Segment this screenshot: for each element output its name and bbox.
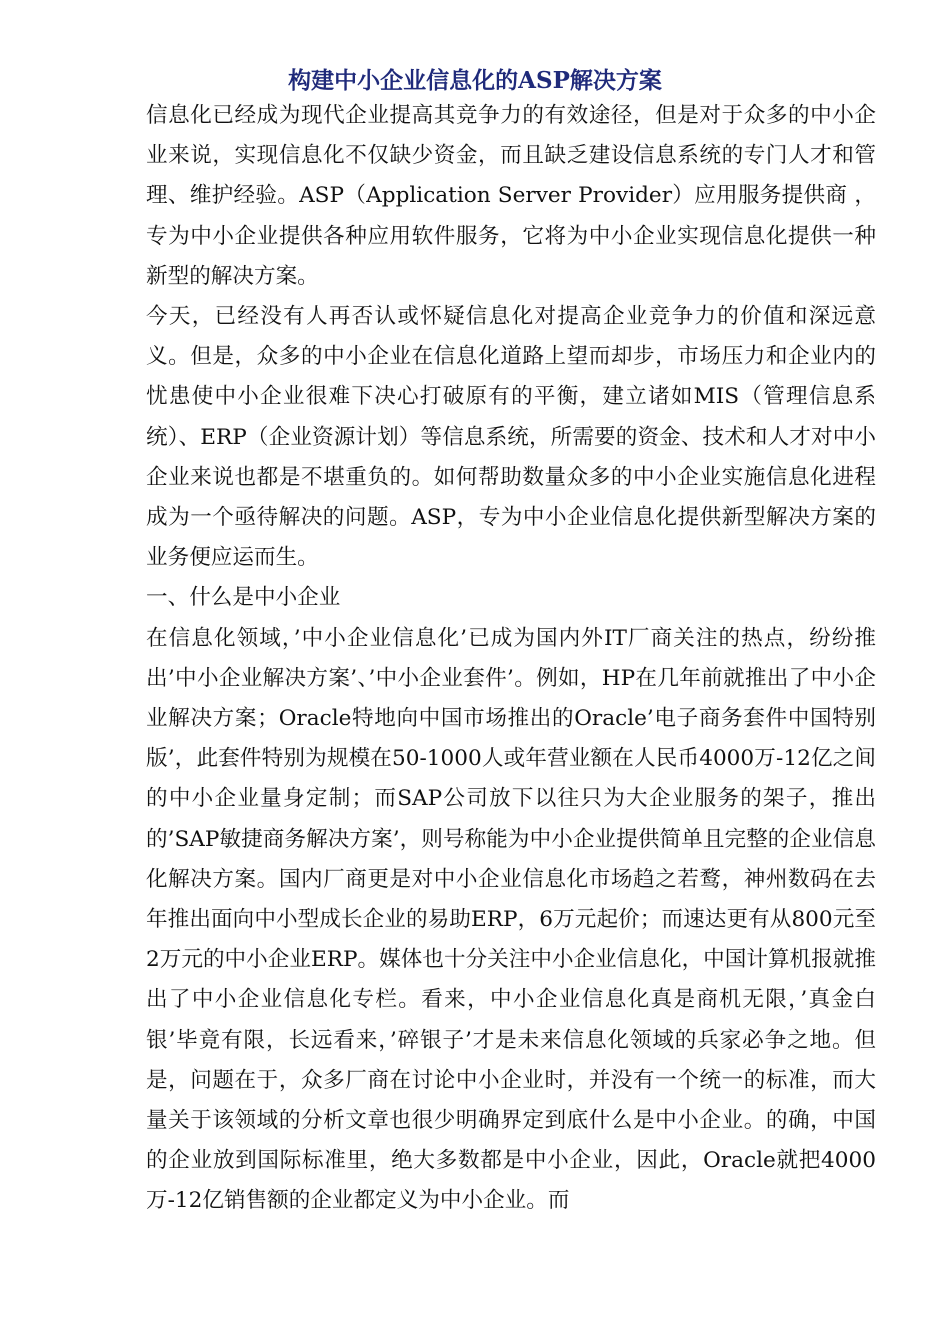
section-heading-sme: 一、什么是中小企业 bbox=[146, 585, 341, 611]
document-body bbox=[146, 96, 876, 1222]
document-title: 构建中小企业信息化的ASP解决方案 bbox=[288, 67, 662, 94]
paragraph-background: 今天，已经没有人再否认或怀疑信息化对提高企业竞争力的价值和深远意义。但是，众多的中小企业在信息化道路上望而却步，市场压力和企业内的忧患使中小企业很难下决心打破原有的平衡，建立诸如MIS（管理信息系统）、ERP（企业资源计划）等信息系统，所需要的资金、技术和人才对中小企业来说也都是不堪重负的。如何帮助数量众多的中小企业实施信息化进程成为一个亟待解决的问题。ASP，专为中小企业信息化提供新型解决方案的业务便应运而生。 bbox=[146, 304, 876, 571]
paragraph-intro: 信息化已经成为现代企业提高其竞争力的有效途径，但是对于众多的中小企业来说，实现信息化不仅缺少资金，而且缺乏建设信息系统的专门人才和管理、维护经验。ASP（Application Server Provider）应用服务提供商 ，专为中小企业提供各种应用软件服务，它将为中小企业实现信息化提供一种新型的解决方案。 bbox=[146, 103, 876, 289]
paragraph-sme-definition: 在信息化领域，’中小企业信息化’已成为国内外IT厂商关注的热点，纷纷推出’中小企业解决方案’、’中小企业套件’。例如，HP在几年前就推出了中小企业解决方案；Oracle特地向中国市场推出的Oracle’电子商务套件中国特别版’，此套件特别为规模在50-1000人或年营业额在人民币4000万-12亿之间的中小企业量身定制；而SAP公司放下以往只为大企业服务的架子，推出的’SAP敏捷商务解决方案’，则号称能为中小企业提供简单且完整的企业信息化解决方案。国内厂商更是对中小企业信息化市场趋之若鹜，神州数码在去年推出面向中小型成长企业的易助ERP，6万元起价；而速达更有从800元至2万元的中小企业ERP。媒体也十分关注中小企业信息化，中国计算机报就推出了中小企业信息化专栏。看来，中小企业信息化真是商机无限，’真金白银’毕竟有限，长远看来，’碎银子’才是未来信息化领域的兵家必争之地。但是，问题在于，众多厂商在讨论中小企业时，并没有一个统一的标准，而大量关于该领域的分析文章也很少明确界定到底什么是中小企业。的确，中国的企业放到国际标准里，绝大多数都是中小企业，因此，Oracle就把4000万-12亿销售额的企业都定义为中小企业。而 bbox=[146, 625, 876, 1214]
